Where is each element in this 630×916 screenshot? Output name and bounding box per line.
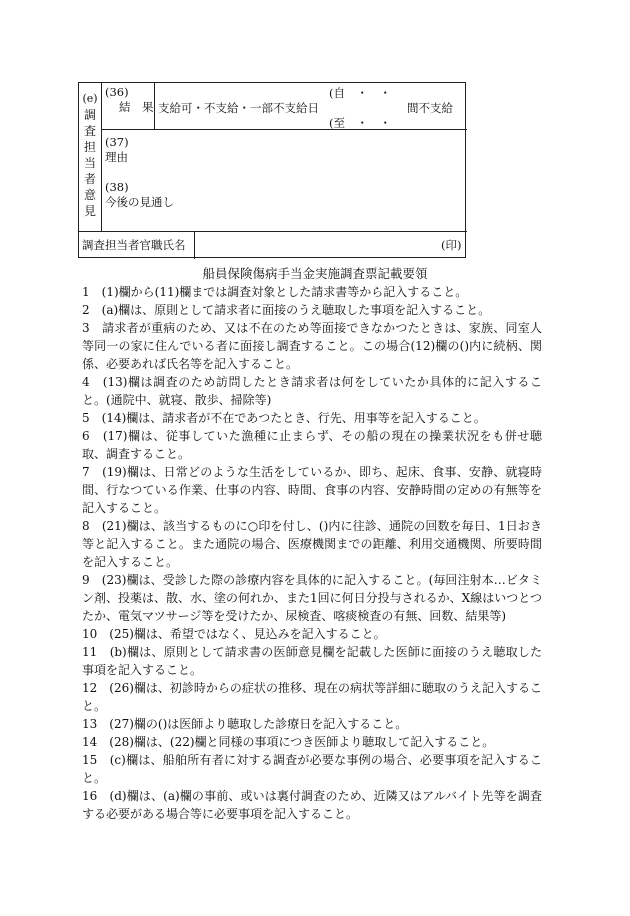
list-item: 1 (1)欄から(11)欄までは調査対象とした請求書等から記入すること。: [82, 285, 468, 299]
list-item: 10 (25)欄は、希望ではなく、見込みを記入すること。: [82, 627, 386, 641]
list-item: 13 (27)欄の()は医師より聴取した診療日を記入すること。: [82, 717, 408, 731]
side-char: 査: [83, 124, 96, 138]
list-item: 15 (c)欄は、船舶所有者に対する調査が必要な事例の場合、必要事項を記入すること。: [82, 753, 542, 785]
list-item: 4 (13)欄は調査のため訪問したとき請求者は何をしていたか具体的に記入すること。(通院中、就寝、散歩、掃除等): [82, 375, 542, 407]
field-36-number: (36): [105, 85, 129, 99]
seal-mark: (印): [441, 238, 462, 252]
officer-divider: [194, 231, 195, 259]
row-divider-officer: [79, 231, 467, 232]
list-item: 2 (a)欄は、原則として請求者に面接のうえ聴取した事項を記入すること。: [82, 303, 491, 317]
list-item: 11 (b)欄は、原則として請求書の医師意見欄を記載した医師に面接のうえ聴取した事項を記入すること。: [82, 645, 542, 677]
side-char: 調: [83, 108, 96, 122]
instructions-list: [82, 283, 542, 823]
list-item: 9 (23)欄は、受診した際の診療内容を具体的に記入すること。(毎回注射本…ビタミン剤、投薬は、散、水、塗の何れか、また1回に何日分投与されるか、X線はいつとつたか、電気マツサージ等を受けたか、尿検査、喀痰検査の有無、回数、結果等): [82, 573, 542, 623]
side-char: 意: [83, 188, 96, 202]
side-column-divider: [101, 83, 102, 231]
side-char: 当: [83, 156, 96, 170]
list-item: 14 (28)欄は、(22)欄と同様の事項につき医師より聴取して記入すること。: [82, 735, 495, 749]
list-item: 7 (19)欄は、日常どのような生活をしているか、即ち、起床、食事、安静、就寝時間、行なつている作業、仕事の内容、時間、食事の内容、安静時間の定めの有無等を記入すること。: [82, 465, 542, 515]
side-char: 者: [83, 172, 96, 186]
field-38-number: (38): [105, 180, 129, 194]
side-char: 見: [83, 204, 96, 218]
officer-label: 調査担当者官職氏名: [82, 238, 186, 252]
field-37-number: (37): [105, 135, 129, 149]
row-divider-36: [101, 129, 467, 130]
field-36-from: (自 ・ ・: [329, 86, 391, 100]
side-label-code: (e): [82, 92, 98, 105]
list-item: 16 (d)欄は、(a)欄の事前、或いは裏付調査のため、近隣又はアルバイト先等を調査する必要がある場合等に必要事項を記入すること。: [82, 789, 542, 821]
label-divider-36: [154, 83, 155, 129]
side-char: 担: [83, 140, 96, 154]
field-37-label: 理由: [105, 150, 128, 164]
document-title: 船員保険傷病手当金実施調査票記載要領: [202, 266, 428, 281]
side-label: [79, 91, 101, 219]
list-item: 6 (17)欄は、従事していた漁種に止まらず、その船の現在の操業状況をも併せ聴取、調査すること。: [82, 429, 542, 461]
list-item: 3 請求者が重病のため、又は不在のため等面接できなかつたときは、家族、同室人等同一の家に住んでいる者に面接し調査すること。この場合(12)欄の()内に続柄、関係、必要あれば氏名等を記入すること。: [82, 321, 542, 371]
field-36-to: (至 ・ ・: [329, 116, 391, 130]
list-item: 5 (14)欄は、請求者が不在であつたとき、行先、用事等を記入すること。: [82, 411, 486, 425]
survey-opinion-form: [78, 82, 466, 258]
field-38-label: 今後の見通し: [105, 195, 174, 209]
list-item: 8 (21)欄は、該当するものに○印を付し、()内に往診、通院の回数を毎日、1日おき等と記入すること。また通院の場合、医療機関までの距離、利用交通機関、所要時間を記入すること。: [82, 519, 542, 569]
field-36-label: 結 果: [119, 100, 154, 114]
list-item: 12 (26)欄は、初診時からの症状の推移、現在の病状等詳細に聴取のうえ記入すること。: [82, 681, 542, 713]
field-36-result: 支給可・不支給・一部不支給日: [158, 101, 319, 115]
field-36-suffix: 間不支給: [407, 101, 453, 115]
